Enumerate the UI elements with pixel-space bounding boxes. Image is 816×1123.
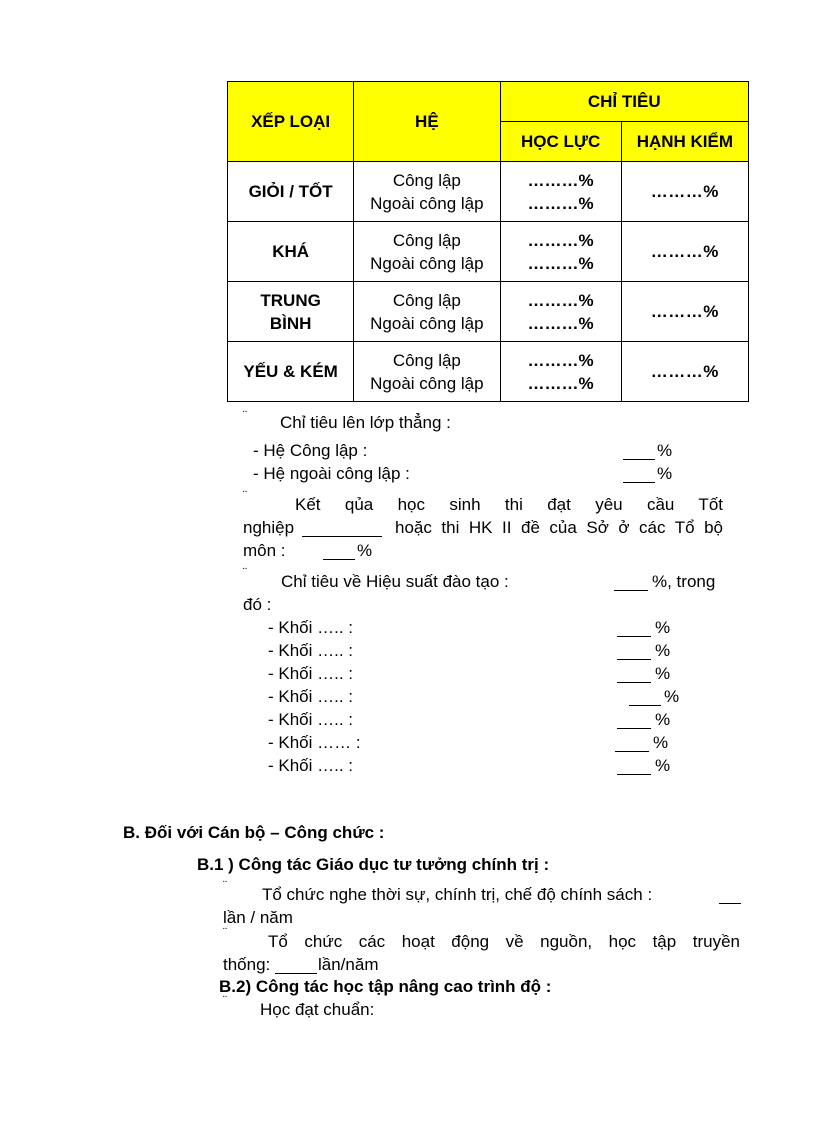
blank-line — [302, 522, 382, 537]
tot-nghiep-line2-end: hoặc thi HK II đề của Sở ở các Tổ bộ — [395, 518, 723, 537]
b2-item1-text: Học đạt chuẩn: — [260, 1000, 375, 1019]
khoi-label: - Khối …… : — [268, 733, 361, 752]
row-hanh-kiem: ………% — [621, 162, 748, 222]
row-hanh-kiem: ………% — [621, 282, 748, 342]
khoi-label: - Khối ….. : — [268, 664, 354, 683]
b1-title: B.1 ) Công tác Giáo dục tư tưởng chính trị : — [197, 855, 550, 874]
row-category: YẾU & KÉM — [228, 342, 354, 402]
tot-nghiep-line3: môn : — [243, 541, 286, 560]
blank-line — [275, 959, 317, 974]
row-system: Công lập Ngoài công lập — [354, 162, 500, 222]
he-ngoai-cong-lap-label: - Hệ ngoài công lập : — [253, 464, 410, 483]
row-hoc-luc: ………% ………% — [500, 222, 621, 282]
tot-nghiep-pct: % — [357, 541, 373, 560]
section-b-title: B. Đối với Cán bộ – Công chức : — [123, 823, 385, 842]
khoi-pct: % — [655, 710, 671, 729]
len-lop-title: Chỉ tiêu lên lớp thẳng : — [280, 413, 451, 432]
khoi-pct: % — [655, 618, 671, 637]
he-cong-lap-pct: % — [657, 441, 673, 460]
khoi-label: - Khối ….. : — [268, 618, 354, 637]
b1-item2-line2-start: thống: — [223, 955, 271, 974]
bullet-icon: ¨ — [223, 878, 227, 892]
blank-line — [623, 468, 655, 483]
header-hanh-kiem: HẠNH KIỂM — [621, 122, 748, 162]
blank-line — [615, 737, 649, 752]
bullet-icon: ¨ — [223, 925, 227, 939]
khoi-label: - Khối ….. : — [268, 641, 354, 660]
table-row — [228, 162, 749, 222]
b1-item2-line1: Tổ chức các hoạt động về nguồn, học tập truyền — [268, 932, 740, 951]
blank-line — [614, 576, 648, 591]
row-category: KHÁ — [228, 222, 354, 282]
blank-line — [617, 645, 651, 660]
khoi-label: - Khối ….. : — [268, 756, 354, 775]
khoi-pct: % — [655, 756, 671, 775]
target-table — [227, 81, 749, 402]
blank-line — [623, 445, 655, 460]
table-row — [228, 222, 749, 282]
blank-line — [617, 760, 651, 775]
row-category: GIỎI / TỐT — [228, 162, 354, 222]
b1-item1-line2: lần / năm — [223, 908, 293, 927]
hieu-suat-pct: %, trong — [652, 572, 716, 591]
table-row — [228, 342, 749, 402]
khoi-label: - Khối ….. : — [268, 687, 354, 706]
bullet-icon: ¨ — [243, 408, 247, 422]
b1-item1-line1: Tổ chức nghe thời sự, chính trị, chế độ chính sách : — [262, 885, 653, 904]
blank-line — [629, 691, 661, 706]
header-he: HỆ — [354, 82, 500, 162]
row-hoc-luc: ………% ………% — [500, 162, 621, 222]
tot-nghiep-line1: Kết qủa học sinh thi đạt yêu cầu Tốt — [295, 495, 723, 514]
header-chi-tieu: CHỈ TIÊU — [500, 82, 749, 122]
khoi-pct: % — [655, 641, 671, 660]
blank-line — [617, 622, 651, 637]
blank-line — [617, 668, 651, 683]
table-row — [228, 282, 749, 342]
row-hanh-kiem: ………% — [621, 222, 748, 282]
blank-line — [719, 889, 741, 904]
row-hanh-kiem: ………% — [621, 342, 748, 402]
hieu-suat-title: Chỉ tiêu về Hiệu suất đào tạo : — [281, 572, 509, 591]
he-cong-lap-label: - Hệ Công lập : — [253, 441, 368, 460]
khoi-label: - Khối ….. : — [268, 710, 354, 729]
b2-title: B.2) Công tác học tập nâng cao trình độ : — [219, 977, 552, 996]
row-system: Công lập Ngoài công lập — [354, 282, 500, 342]
khoi-pct: % — [655, 664, 671, 683]
b1-item2-line2-end: lần/năm — [318, 955, 379, 974]
header-xep-loai: XẾP LOẠI — [228, 82, 354, 162]
blank-line — [323, 545, 355, 560]
tot-nghiep-line2-start: nghiệp — [243, 518, 295, 537]
row-hoc-luc: ………% ………% — [500, 342, 621, 402]
bullet-icon: ¨ — [243, 565, 247, 579]
row-system: Công lập Ngoài công lập — [354, 342, 500, 402]
blank-line — [617, 714, 651, 729]
khoi-pct: % — [653, 733, 669, 752]
row-hoc-luc: ………% ………% — [500, 282, 621, 342]
bullet-icon: ¨ — [243, 488, 247, 502]
row-system: Công lập Ngoài công lập — [354, 222, 500, 282]
row-category: TRUNG BÌNH — [228, 282, 354, 342]
hieu-suat-line2: đó : — [243, 595, 272, 614]
header-hoc-luc: HỌC LỰC — [500, 122, 621, 162]
khoi-pct: % — [664, 687, 680, 706]
bullet-icon: ¨ — [223, 993, 227, 1007]
he-ngoai-cong-lap-pct: % — [657, 464, 673, 483]
